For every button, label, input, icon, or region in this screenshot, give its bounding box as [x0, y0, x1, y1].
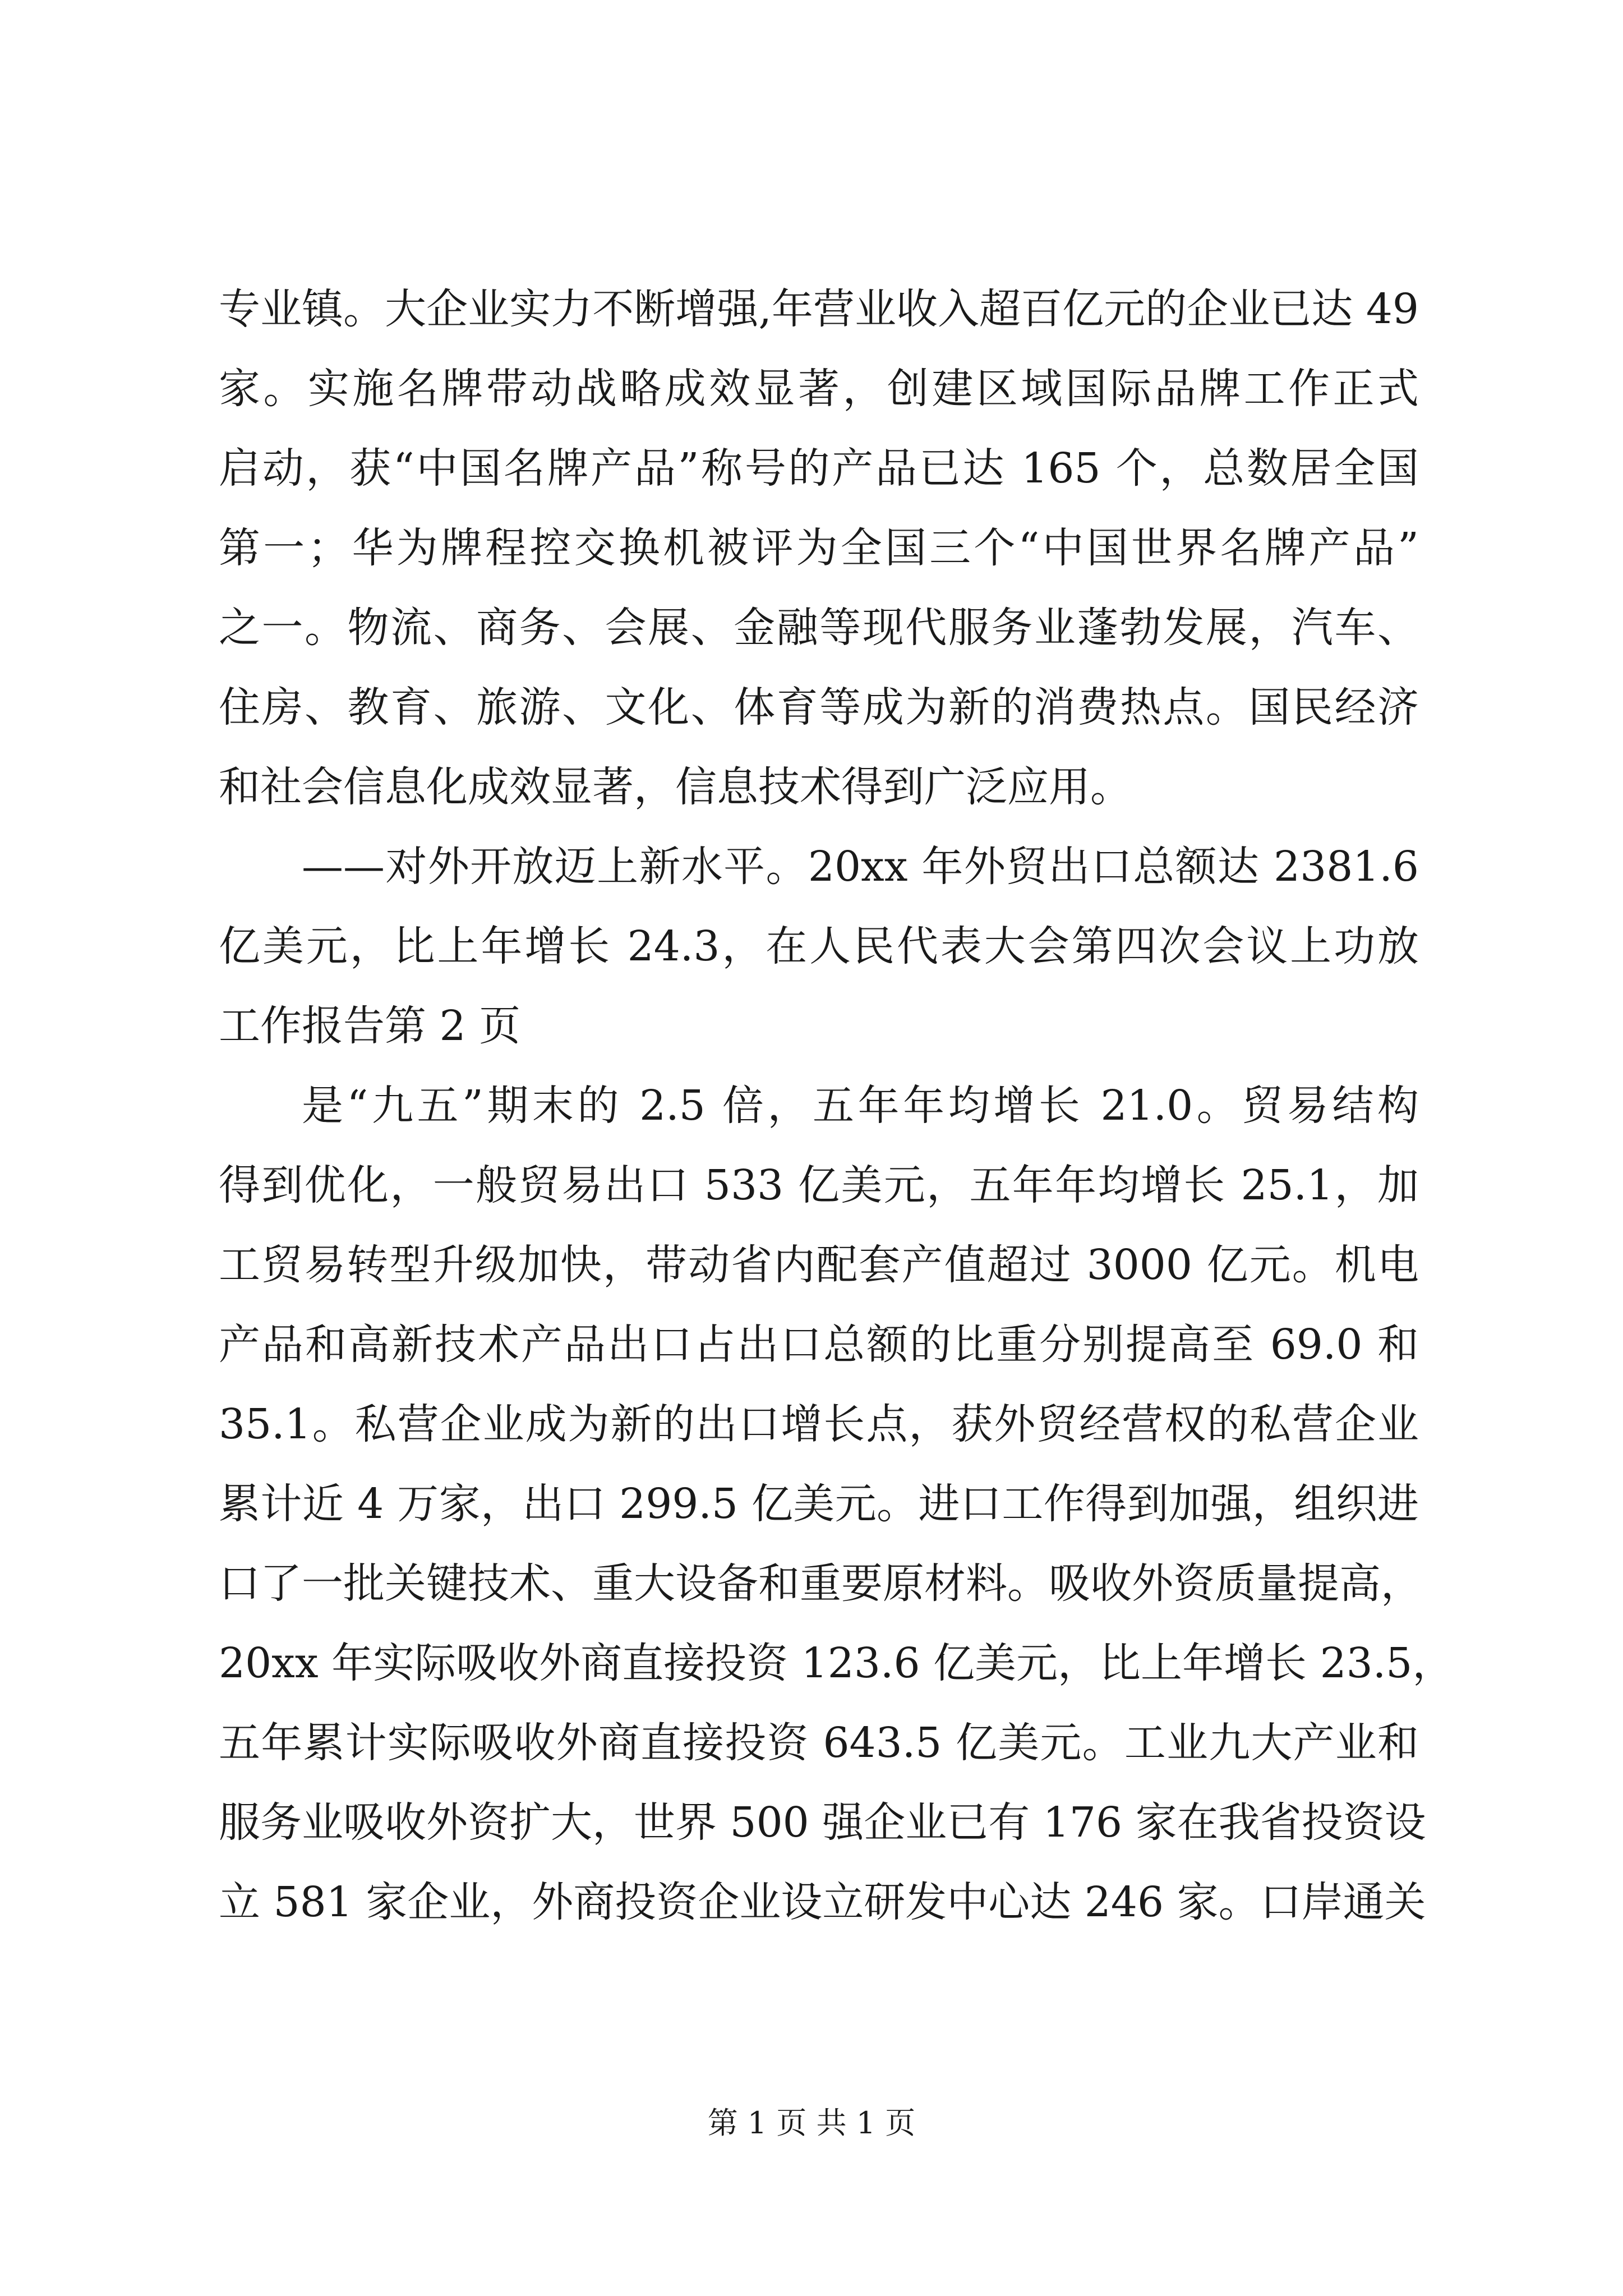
text-line: 服务业吸收外资扩大，世界 500 强企业已有 176 家在我省投资设	[219, 1798, 1426, 1847]
text-line: 住房、教育、旅游、文化、体育等成为新的消费热点。国民经济	[219, 683, 1419, 731]
text-line: 专业镇。大企业实力不断增强,年营业收入超百亿元的企业已达 49	[219, 285, 1419, 333]
text-line: ——对外开放迈上新水平。20xx 年外贸出口总额达 2381.6	[302, 843, 1419, 891]
text-line: 五年累计实际吸收外商直接投资 643.5 亿美元。工业九大产业和	[219, 1719, 1419, 1767]
text-line: 之一。物流、商务、会展、金融等现代服务业蓬勃发展，汽车、	[219, 604, 1419, 652]
text-line: 是“九五”期末的 2.5 倍，五年年均增长 21.0。贸易结构	[302, 1082, 1419, 1130]
text-line: 得到优化，一般贸易出口 533 亿美元，五年年均增长 25.1，加	[219, 1161, 1419, 1209]
text-line: 20xx 年实际吸收外商直接投资 123.6 亿美元，比上年增长 23.5，	[219, 1639, 1454, 1687]
text-line: 累计近 4 万家，出口 299.5 亿美元。进口工作得到加强，组织进	[219, 1480, 1419, 1528]
text-line: 第一；华为牌程控交换机被评为全国三个“中国世界名牌产品”	[219, 524, 1419, 572]
text-line: 工贸易转型升级加快，带动省内配套产值超过 3000 亿元。机电	[219, 1241, 1419, 1289]
text-line: 和社会信息化成效显著，信息技术得到广泛应用。	[219, 763, 1132, 811]
text-line: 立 581 家企业，外商投资企业设立研发中心达 246 家。口岸通关	[219, 1878, 1426, 1926]
page-footer: 第 1 页 共 1 页	[707, 2105, 916, 2141]
text-line: 口了一批关键技术、重大设备和重要原材料。吸收外资质量提高，	[219, 1559, 1422, 1608]
body-text	[219, 269, 1454, 1942]
text-line: 35.1。私营企业成为新的出口增长点，获外贸经营权的私营企业	[219, 1400, 1419, 1448]
text-line: 家。实施名牌带动战略成效显著，创建区域国际品牌工作正式	[219, 365, 1419, 413]
text-line: 亿美元，比上年增长 24.3，在人民代表大会第四次会议上功放	[219, 922, 1419, 970]
text-line: 启动，获“中国名牌产品”称号的产品已达 165 个，总数居全国	[219, 444, 1419, 493]
text-line: 产品和高新技术产品出口占出口总额的比重分别提高至 69.0 和	[219, 1320, 1419, 1369]
text-line: 工作报告第 2 页	[219, 1002, 521, 1050]
